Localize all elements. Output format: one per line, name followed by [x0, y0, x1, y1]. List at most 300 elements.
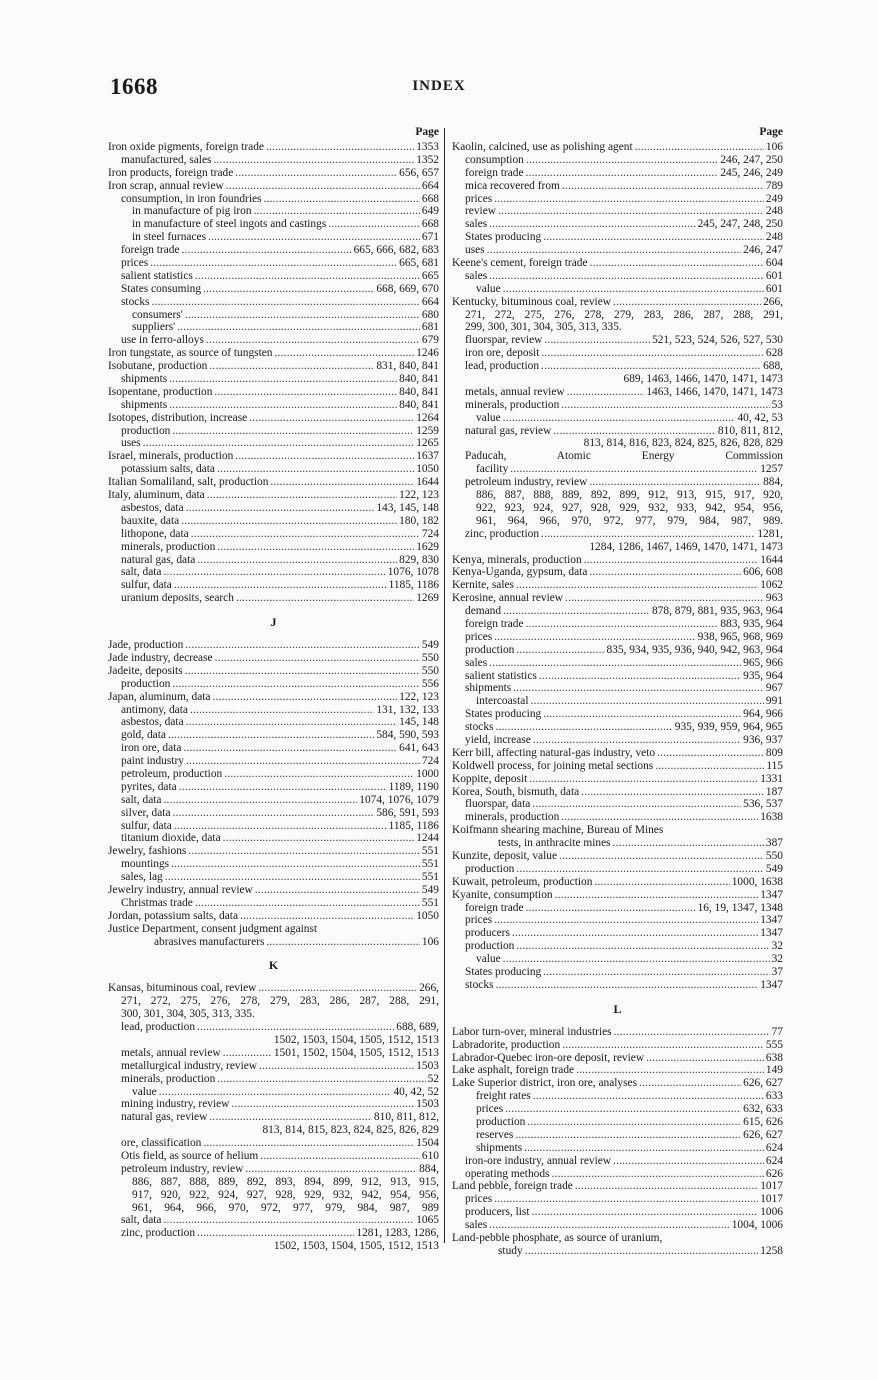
- entry-pages: 1076, 1078: [387, 566, 439, 579]
- index-entry: [452, 554, 783, 567]
- index-entry: [452, 360, 783, 373]
- index-entry: [108, 1060, 439, 1073]
- dot-leader: [258, 982, 417, 995]
- entry-term: iron-ore industry, annual review: [465, 1154, 612, 1167]
- entry-term: natural gas, review: [121, 1111, 208, 1124]
- dot-leader: [266, 936, 420, 949]
- index-entry: [108, 897, 439, 910]
- entry-term: use in ferro-alloys: [121, 334, 204, 347]
- entry-pages: 550: [765, 849, 783, 862]
- entry-term: uses: [465, 244, 485, 257]
- dot-leader: [214, 386, 397, 399]
- dot-leader: [259, 1060, 414, 1073]
- entry-term: freight rates: [476, 1090, 531, 1103]
- entry-term: minerals, production: [465, 811, 560, 824]
- entry-term: prices: [465, 630, 493, 643]
- entry-pages: 122, 123: [399, 489, 439, 502]
- entry-term: Jewelry industry, annual review: [108, 883, 253, 896]
- entry-pages: 1189, 1190: [388, 780, 439, 793]
- entry-term: Koppite, deposit: [452, 772, 528, 785]
- dot-leader: [543, 966, 769, 979]
- entry-pages: 145, 148: [399, 716, 439, 729]
- index-entry: [452, 966, 783, 979]
- entry-pages: 668: [421, 192, 439, 205]
- entry-pages: 1259: [416, 424, 439, 437]
- entry-pages: 1629: [416, 540, 439, 553]
- dot-leader: [516, 863, 764, 876]
- dot-leader: [151, 296, 419, 309]
- entry-term: stocks: [121, 295, 150, 308]
- index-entry: [452, 670, 783, 683]
- entry-pages: 1017: [760, 1193, 783, 1206]
- index-entry: [452, 476, 783, 489]
- dot-leader: [503, 283, 764, 296]
- entry-term: asbestos, data: [121, 716, 184, 729]
- dot-leader: [516, 940, 769, 953]
- entry-pages: 106: [421, 935, 439, 948]
- entry-pages: 936, 937: [743, 733, 783, 746]
- dot-leader: [150, 257, 397, 270]
- entry-pages: 831, 840, 841: [376, 360, 439, 373]
- entry-term: shipments: [121, 398, 168, 411]
- entry-term: Italian Somaliland, salt, production: [108, 476, 269, 489]
- dot-leader: [172, 425, 414, 438]
- entry-term: Lake asphalt, foreign trade: [452, 1064, 575, 1077]
- index-entry: [452, 180, 783, 193]
- entry-term: petroleum industry, review: [121, 1162, 244, 1175]
- entry-term: consumers': [132, 308, 183, 321]
- dot-leader: [512, 927, 758, 940]
- dot-leader: [217, 541, 414, 554]
- dot-leader: [245, 1163, 417, 1176]
- index-entry: [108, 665, 439, 678]
- index-entry: [452, 218, 783, 231]
- index-entry: [452, 167, 783, 180]
- entry-term: Italy, aluminum, data: [108, 489, 205, 502]
- entry-term: Kunzite, deposit, value: [452, 849, 558, 862]
- entry-term: prices: [465, 192, 493, 205]
- entry-continuation: 886, 887, 888, 889, 892, 899, 912, 913, 915, 917, 920,: [476, 489, 783, 502]
- entry-pages: 1050: [416, 909, 439, 922]
- entry-pages: 549: [765, 862, 783, 875]
- entry-pages: 1257: [760, 463, 783, 476]
- index-entry: [452, 592, 783, 605]
- dot-leader: [260, 1150, 420, 1163]
- index-entry: [108, 386, 439, 399]
- entry-term: shipments: [465, 682, 512, 695]
- entry-term: Kenya-Uganda, gypsum, data: [452, 566, 588, 579]
- dot-leader: [185, 639, 420, 652]
- index-entry: [452, 257, 783, 270]
- entry-pages: 37: [771, 966, 783, 978]
- entry-pages: 810, 811, 812,: [373, 1111, 439, 1124]
- entry-pages: 387: [765, 837, 783, 850]
- dot-leader: [584, 554, 759, 567]
- entry-pages: 628: [765, 347, 783, 360]
- entry-pages: 668: [421, 218, 439, 231]
- entry-pages: 1281, 1283, 1286,: [356, 1227, 439, 1240]
- entry-continuation: 922, 923, 924, 927, 928, 929, 932, 933, 942, 954, 956,: [476, 501, 783, 514]
- entry-term: stocks: [465, 978, 494, 991]
- entry-text: 299, 300, 301, 304, 305, 313, 335.: [465, 321, 622, 334]
- entry-term: operating methods: [465, 1167, 550, 1180]
- entry-pages: 688,: [763, 360, 783, 373]
- dot-leader: [541, 528, 755, 541]
- entry-term: Jordan, potassium salts, data: [108, 909, 239, 922]
- index-entry: [108, 541, 439, 554]
- dot-leader: [562, 1039, 764, 1052]
- dot-leader: [561, 399, 769, 412]
- entry-term: salient statistics: [465, 669, 537, 682]
- entry-pages: 1265: [416, 437, 439, 450]
- dot-leader: [489, 218, 695, 231]
- dot-leader: [525, 1245, 759, 1258]
- entry-term: Kerr bill, affecting natural-gas industry, veto: [452, 746, 656, 759]
- dot-leader: [527, 1116, 741, 1129]
- entry-term: production: [121, 424, 171, 437]
- index-entry: [108, 502, 439, 515]
- entry-pages: 835, 934, 935, 936, 940, 942, 963, 964: [606, 643, 783, 656]
- index-entry: [108, 755, 439, 768]
- index-entry: [452, 979, 783, 992]
- entry-term: Jadeite, deposits: [108, 664, 183, 677]
- entry-term: value: [476, 953, 501, 966]
- entry-term: suppliers': [132, 321, 176, 334]
- entry-term: metals, annual review: [121, 1046, 221, 1059]
- index-entry: [108, 283, 439, 296]
- index-entry: [452, 618, 783, 631]
- entry-term: natural gas, review: [465, 424, 552, 437]
- entry-term: iron ore, data: [121, 742, 182, 755]
- entry-pages: 77: [771, 1025, 783, 1038]
- dot-leader: [236, 592, 414, 605]
- index-entry: [452, 1077, 783, 1090]
- entry-term: study: [498, 1244, 523, 1257]
- dot-leader: [559, 850, 764, 863]
- entry-pages: 248: [765, 205, 783, 218]
- dot-leader: [533, 1090, 764, 1103]
- page-column-header: Page: [759, 126, 783, 138]
- entry-pages: 143, 145, 148: [376, 501, 439, 514]
- dot-leader: [576, 1064, 764, 1077]
- entry-term: titanium dioxide, data: [121, 832, 221, 845]
- index-entry: [452, 760, 783, 773]
- entry-term: facility: [476, 463, 509, 476]
- dot-leader: [168, 729, 374, 742]
- entry-pages: 149: [765, 1064, 783, 1077]
- dot-leader: [172, 678, 420, 691]
- entry-term: Kuwait, petroleum, production: [452, 875, 593, 888]
- entry-term: in manufacture of pig iron: [132, 205, 252, 218]
- index-entry: [452, 566, 783, 579]
- entry-continuation: 689, 1463, 1466, 1470, 1471, 1473: [623, 373, 783, 386]
- dot-leader: [185, 309, 420, 322]
- dot-leader: [164, 794, 358, 807]
- dot-leader: [185, 665, 420, 678]
- entry-pages: 724: [421, 527, 439, 540]
- entry-term: silver, data: [121, 806, 171, 819]
- entry-term: Labradorite, production: [452, 1038, 561, 1051]
- entry-term: sulfur, data: [121, 579, 172, 592]
- entry-pages: 935, 939, 959, 964, 965: [674, 721, 783, 734]
- index-entry: [452, 1155, 783, 1168]
- index-entry: [108, 476, 439, 489]
- entry-continuation: 813, 814, 816, 823, 824, 825, 826, 828, 829: [583, 437, 783, 450]
- entry-pages: 1258: [760, 1244, 783, 1257]
- entry-term: mountings: [121, 858, 170, 871]
- entry-term: paint industry: [121, 755, 184, 768]
- dot-leader: [275, 347, 415, 360]
- dot-leader: [191, 528, 420, 541]
- entry-term: consumption: [465, 153, 524, 166]
- entry-term: value: [476, 282, 501, 295]
- entry-term: Jade industry, decrease: [108, 651, 213, 664]
- index-entry: [108, 652, 439, 665]
- index-entry: [108, 884, 439, 897]
- entry-term: shipments: [476, 1141, 523, 1154]
- entry-term: States producing: [465, 231, 542, 244]
- dot-leader: [562, 180, 764, 193]
- entry-pages: 624: [765, 1154, 783, 1167]
- index-entry: [108, 678, 439, 691]
- entry-continuation: Paducah, Atomic Energy Commission: [465, 450, 783, 463]
- dot-leader: [188, 845, 420, 858]
- dot-leader: [223, 832, 415, 845]
- entry-pages: 16, 19, 1347, 1348: [697, 901, 783, 914]
- entry-pages: 122, 123: [399, 690, 439, 703]
- dot-leader: [526, 902, 696, 915]
- index-entry: [108, 360, 439, 373]
- index-entry: [452, 1142, 783, 1155]
- entry-pages: 680: [421, 308, 439, 321]
- dot-leader: [503, 953, 770, 966]
- entry-pages: 1000: [416, 767, 439, 780]
- index-entry: [452, 889, 783, 902]
- index-entry: [452, 798, 783, 811]
- entry-pages: 131, 132, 133: [376, 703, 439, 716]
- entry-pages: 536, 537: [743, 798, 783, 811]
- entry-term: Labor turn-over, mineral industries: [452, 1025, 612, 1038]
- dot-leader: [203, 1137, 414, 1150]
- entry-pages: 1264: [416, 411, 439, 424]
- index-entry: [108, 1021, 439, 1034]
- entry-term: minerals, production: [121, 1072, 216, 1085]
- dot-leader: [655, 760, 764, 773]
- dot-leader: [495, 979, 758, 992]
- index-entry: [452, 193, 783, 206]
- index-entry: [108, 1073, 439, 1086]
- entry-pages: 963: [765, 592, 783, 605]
- dot-leader: [270, 476, 414, 489]
- index-entry: [452, 463, 783, 476]
- index-entry: [452, 412, 783, 425]
- dot-leader: [510, 463, 758, 476]
- entry-pages: 1244: [416, 832, 439, 845]
- index-entry: [108, 704, 439, 717]
- entry-text: Land-pebble phosphate, as source of uranium,: [452, 1232, 663, 1245]
- index-entry: [108, 871, 439, 884]
- entry-pages: 1246: [416, 347, 439, 360]
- entry-pages: 106: [765, 141, 783, 153]
- dot-leader: [231, 1098, 414, 1111]
- index-entry: [108, 691, 439, 704]
- dot-leader: [173, 807, 375, 820]
- index-entry: [108, 729, 439, 742]
- right-column: [452, 123, 783, 1258]
- entry-term: Kenya, minerals, production: [452, 553, 582, 566]
- entry-term: sales: [465, 1219, 488, 1232]
- entry-term: Iron oxide pigments, foreign trade: [108, 141, 264, 153]
- dot-leader: [197, 554, 397, 567]
- entry-pages: 555: [765, 1038, 783, 1051]
- entry-pages: 624: [765, 1141, 783, 1154]
- dot-leader: [503, 605, 650, 618]
- entry-term: minerals, production: [121, 540, 216, 553]
- dot-leader: [235, 167, 397, 180]
- entry-term: bauxite, data: [121, 514, 180, 527]
- entry-pages: 665, 681: [399, 257, 439, 270]
- entry-term: salt, data: [121, 793, 162, 806]
- dot-leader: [206, 334, 420, 347]
- entry-pages: 638: [765, 1051, 783, 1064]
- entry-pages: 40, 42, 53: [737, 411, 783, 424]
- dot-leader: [169, 373, 397, 386]
- entry-text: Justice Department, consent judgment against: [108, 922, 318, 935]
- page-column-header: Page: [415, 126, 439, 138]
- entry-term: Land pebble, foreign trade: [452, 1180, 573, 1193]
- dot-leader: [328, 218, 420, 231]
- index-entry: [452, 1206, 783, 1219]
- index-entry: [108, 347, 439, 360]
- dot-leader: [143, 437, 415, 450]
- dot-leader: [581, 786, 764, 799]
- dot-leader: [594, 876, 729, 889]
- dot-leader: [589, 476, 761, 489]
- entry-pages: 549: [421, 883, 439, 896]
- entry-pages: 266,: [419, 982, 439, 995]
- entry-term: tests, in anthracite mines: [498, 837, 611, 850]
- dot-leader: [164, 1214, 415, 1227]
- dot-leader: [494, 631, 695, 644]
- entry-term: Isotopes, distribution, increase: [108, 411, 248, 424]
- entry-pages: 115: [766, 759, 783, 772]
- entry-term: prices: [476, 1103, 504, 1116]
- entry-pages: 884,: [763, 476, 783, 489]
- entry-pages: 1463, 1466, 1470, 1471, 1473: [646, 385, 783, 398]
- entry-pages: 789: [765, 179, 783, 192]
- entry-term: Kansas, bituminous coal, review: [108, 982, 257, 995]
- entry-pages: 649: [421, 205, 439, 218]
- entry-term: potassium salts, data: [121, 463, 215, 476]
- index-entry: [452, 1052, 783, 1065]
- index-entry: [452, 141, 783, 154]
- dot-leader: [487, 244, 742, 257]
- dot-leader: [526, 618, 719, 631]
- dot-leader: [526, 154, 718, 167]
- dot-leader: [516, 579, 758, 592]
- entry-term: in steel furnaces: [132, 231, 207, 244]
- entry-pages: 1000, 1638: [731, 875, 783, 888]
- index-entry: [108, 579, 439, 592]
- entry-term: shipments: [121, 373, 168, 386]
- index-entry: [452, 734, 783, 747]
- entry-continuation: 1502, 1503, 1504, 1505, 1512, 1513: [273, 1240, 439, 1253]
- entry-pages: 883, 935, 964: [720, 617, 783, 630]
- entry-pages: 641, 643: [399, 742, 439, 755]
- index-entry: [108, 425, 439, 438]
- entry-term: asbestos, data: [121, 501, 184, 514]
- index-entry: [452, 773, 783, 786]
- dot-leader: [551, 1168, 763, 1181]
- index-entry: [108, 794, 439, 807]
- index-entry: [452, 270, 783, 283]
- entry-term: stocks: [465, 721, 494, 734]
- dot-leader: [531, 695, 764, 708]
- left-column: [108, 123, 439, 1253]
- entry-term: Isopentane, production: [108, 385, 213, 398]
- entry-pages: 633: [765, 1090, 783, 1103]
- index-entry: [108, 180, 439, 193]
- index-entry: [452, 386, 783, 399]
- index-entry: [108, 768, 439, 781]
- entry-term: production: [476, 1116, 526, 1129]
- dot-leader: [213, 154, 414, 167]
- dot-leader: [197, 1021, 394, 1034]
- entry-pages: 665: [421, 269, 439, 282]
- dot-leader: [515, 1129, 741, 1142]
- dot-leader: [589, 566, 741, 579]
- entry-pages: 810, 811, 812,: [717, 424, 783, 437]
- entry-pages: 601: [765, 269, 783, 282]
- entry-pages: 681: [421, 321, 439, 334]
- entry-pages: 604: [765, 257, 783, 270]
- entry-term: sales: [465, 218, 488, 231]
- entry-pages: 1269: [416, 592, 439, 605]
- entry-term: Labrador-Quebec iron-ore deposit, review: [452, 1051, 645, 1064]
- entry-pages: 1004, 1006: [731, 1219, 783, 1232]
- index-entry: [108, 270, 439, 283]
- entry-term: States producing: [465, 708, 542, 721]
- index-entry: [108, 141, 439, 154]
- index-entry: [452, 695, 783, 708]
- entry-pages: 550: [421, 664, 439, 677]
- entry-term: prices: [465, 914, 493, 927]
- dot-leader: [503, 412, 736, 425]
- entry-pages: 935, 964: [743, 669, 783, 682]
- entry-pages: 1050: [416, 463, 439, 476]
- index-entry: [452, 708, 783, 721]
- entry-pages: 551: [421, 896, 439, 909]
- entry-pages: 664: [421, 179, 439, 192]
- dot-leader: [489, 657, 741, 670]
- entry-pages: 1353: [416, 141, 439, 153]
- dot-leader: [613, 837, 764, 850]
- dot-leader: [524, 1142, 764, 1155]
- entry-continuation: 961, 964, 966, 970, 972, 977, 979, 984, 987, 989: [132, 1201, 439, 1214]
- index-entry: [452, 850, 783, 863]
- entry-continuation: 813, 814, 815, 823, 824, 825, 826, 829: [262, 1124, 439, 1137]
- dot-leader: [240, 910, 414, 923]
- entry-term: lead, production: [121, 1021, 196, 1034]
- entry-term: petroleum industry, review: [465, 476, 588, 489]
- index-entry: [452, 786, 783, 799]
- entry-pages: 884,: [419, 1162, 439, 1175]
- entry-term: lead, production: [465, 360, 540, 373]
- entry-term: Otis field, as source of helium: [121, 1150, 259, 1163]
- entry-pages: 1062: [760, 579, 783, 592]
- dot-leader: [186, 716, 397, 729]
- dot-leader: [208, 231, 420, 244]
